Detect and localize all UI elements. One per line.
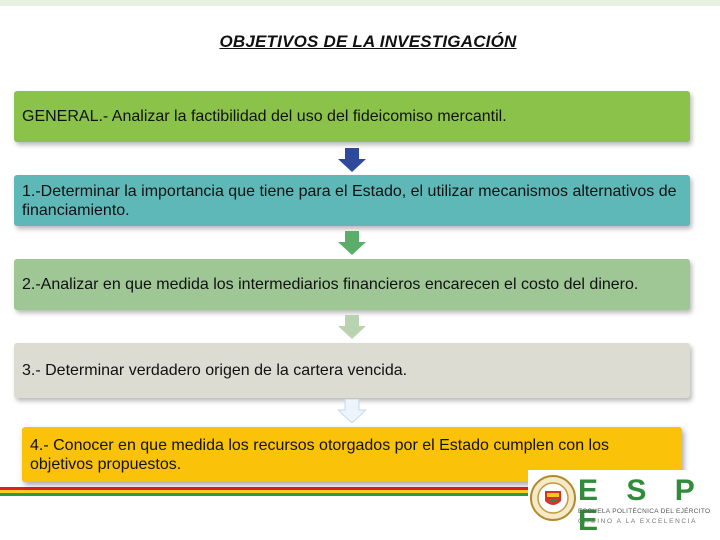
objective-general-box [14,91,690,142]
flag-stripe-green [0,493,540,496]
objective-2-box [14,259,690,310]
university-emblem-icon [528,473,578,523]
objective-2-text: 2.-Analizar en que medida los intermediarios financieros encarecen el costo del dinero. [22,276,639,293]
down-arrow-icon [338,148,366,172]
down-arrow-icon [338,399,366,423]
down-arrow-icon [338,231,366,255]
top-accent-bar [0,0,720,6]
objective-1-text: 1.-Determinar la importancia que tiene para el Estado, el utilizar mecanismos alternativos de financiamiento. [22,182,677,219]
down-arrow-icon [338,315,366,339]
objective-3-text: 3.- Determinar verdadero origen de la cartera vencida. [22,362,408,379]
espe-logo [528,470,720,540]
objective-4-text: 4.- Conocer en que medida los recursos otorgados por el Estado cumplen con los objetivos propuestos. [30,436,609,473]
objective-3-box [14,343,690,398]
logo-subtitle: ESCUELA POLITÉCNICA DEL EJÉRCITO [578,508,711,515]
slide-title: OBJETIVOS DE LA INVESTIGACIÓN [219,32,517,51]
logo-tagline: CAMINO A LA EXCELENCIA [578,518,698,525]
logo-wordmark: E S P E [578,474,705,537]
objective-general-text: GENERAL.- Analizar la factibilidad del uso del fideicomiso mercantil. [22,108,507,125]
objective-1-box [14,175,690,226]
